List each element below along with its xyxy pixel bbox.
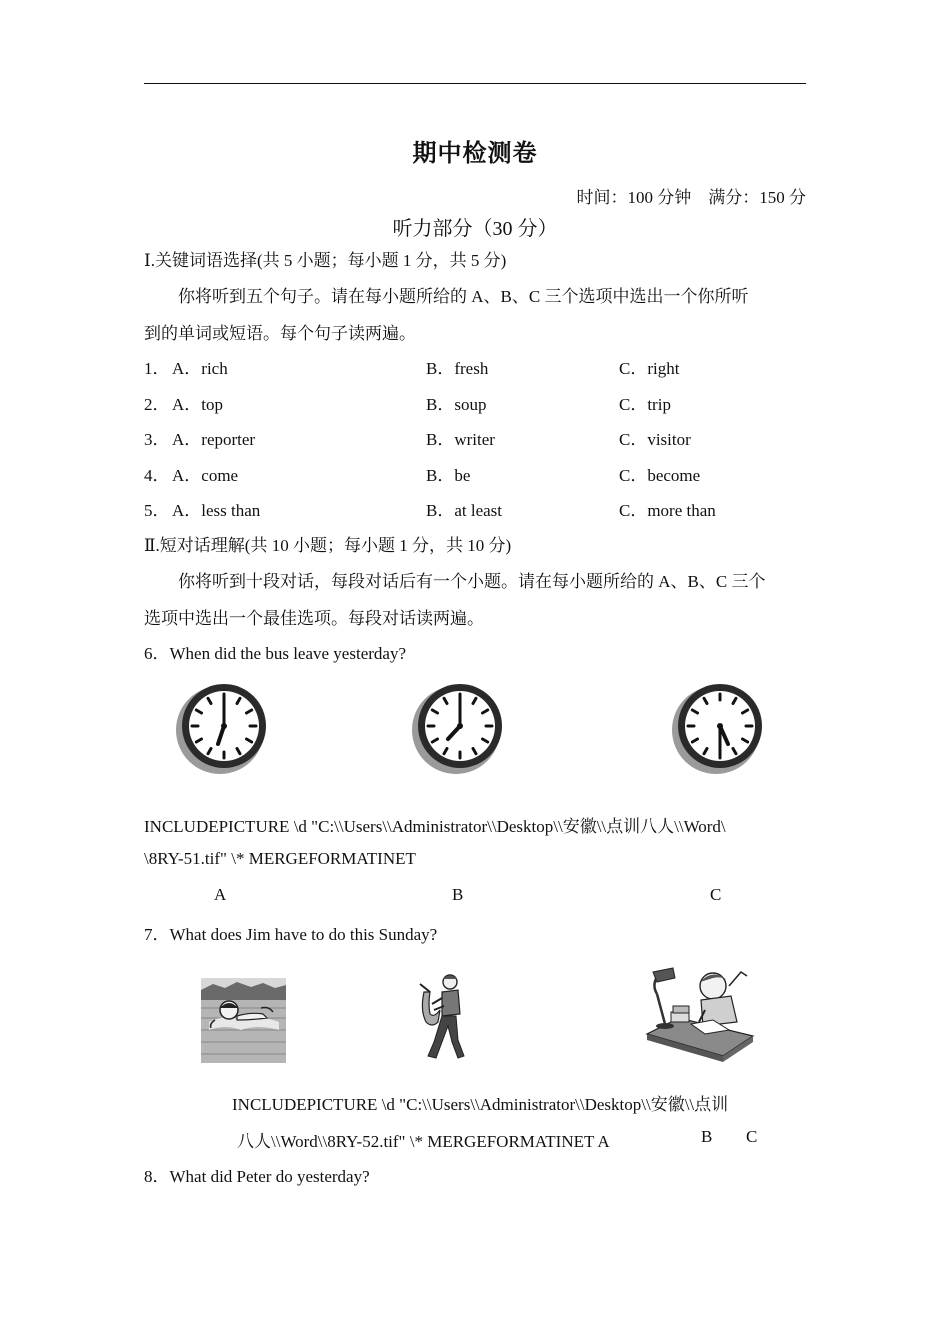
saxophone-player-picture: [412, 970, 468, 1065]
option-b: B．be: [426, 466, 471, 485]
option-label-b: B: [701, 1127, 713, 1146]
option-c: C．visitor: [619, 430, 691, 449]
question-7: 7．What does Jim have to do this Sunday?: [144, 925, 438, 944]
section1-heading: Ⅰ.关键词语选择(共 5 小题；每小题 1 分，共 5 分): [144, 251, 507, 270]
clock-icon: [410, 680, 506, 776]
option-a: A．less than: [172, 501, 261, 520]
student-desk-picture: [643, 964, 755, 1064]
exam-meta: 时间：100 分钟 满分：150 分: [576, 188, 806, 207]
option-c: C．become: [619, 466, 701, 485]
field-code-q6-line1: INCLUDEPICTURE \d "C:\\Users\\Administrator\\Desktop\\安徽\\点训八人\\Word\: [144, 817, 726, 836]
field-code-q6-line2: \8RY-51.tif" \* MERGEFORMATINET: [144, 849, 416, 868]
option-c: C．right: [619, 359, 680, 378]
question-number: 3．: [144, 430, 170, 449]
option-b: B．writer: [426, 430, 495, 449]
field-code-q7-line1: INCLUDEPICTURE \d "C:\\Users\\Administrator\\Desktop\\安徽\\点训: [232, 1095, 729, 1114]
page-title: 期中检测卷: [412, 141, 538, 167]
option-label-c: C: [746, 1127, 758, 1146]
top-rule: [144, 83, 806, 84]
option-a: A．reporter: [172, 430, 256, 449]
option-label-b: B: [452, 885, 464, 904]
option-label-c: C: [710, 885, 722, 904]
clock-icon: [670, 680, 766, 776]
option-c: C．trip: [619, 395, 671, 414]
option-a: A．come: [172, 466, 239, 485]
option-b: B．fresh: [426, 359, 489, 378]
clock-icon: [174, 680, 270, 776]
question-number: 4．: [144, 466, 170, 485]
question-number: 2．: [144, 395, 170, 414]
part-heading: 听力部分（30 分）: [392, 218, 558, 240]
section2-heading: Ⅱ.短对话理解(共 10 小题；每小题 1 分，共 10 分): [144, 536, 512, 555]
question-8: 8．What did Peter do yesterday?: [144, 1167, 370, 1186]
section2-instructions-1: 你将听到十段对话，每段对话后有一个小题。请在每小题所给的 A、B、C 三个: [178, 572, 766, 591]
field-code-q7-line2: 八人\\Word\\8RY-52.tif" \* MERGEFORMATINET A: [237, 1132, 610, 1151]
section1-instructions-2: 到的单词或短语。每个句子读两遍。: [144, 324, 416, 343]
swimmer-picture: [201, 978, 286, 1063]
option-label-a: A: [214, 885, 227, 904]
section2-instructions-2: 选项中选出一个最佳选项。每段对话读两遍。: [144, 609, 484, 628]
option-b: B．at least: [426, 501, 503, 520]
section1-instructions-1: 你将听到五个句子。请在每小题所给的 A、B、C 三个选项中选出一个你所听: [178, 287, 749, 306]
option-a: A．top: [172, 395, 223, 414]
option-b: B．soup: [426, 395, 487, 414]
question-number: 1．: [144, 359, 170, 378]
question-6: 6．When did the bus leave yesterday?: [144, 644, 406, 663]
option-a: A．rich: [172, 359, 228, 378]
option-c: C．more than: [619, 501, 716, 520]
question-number: 5．: [144, 501, 170, 520]
